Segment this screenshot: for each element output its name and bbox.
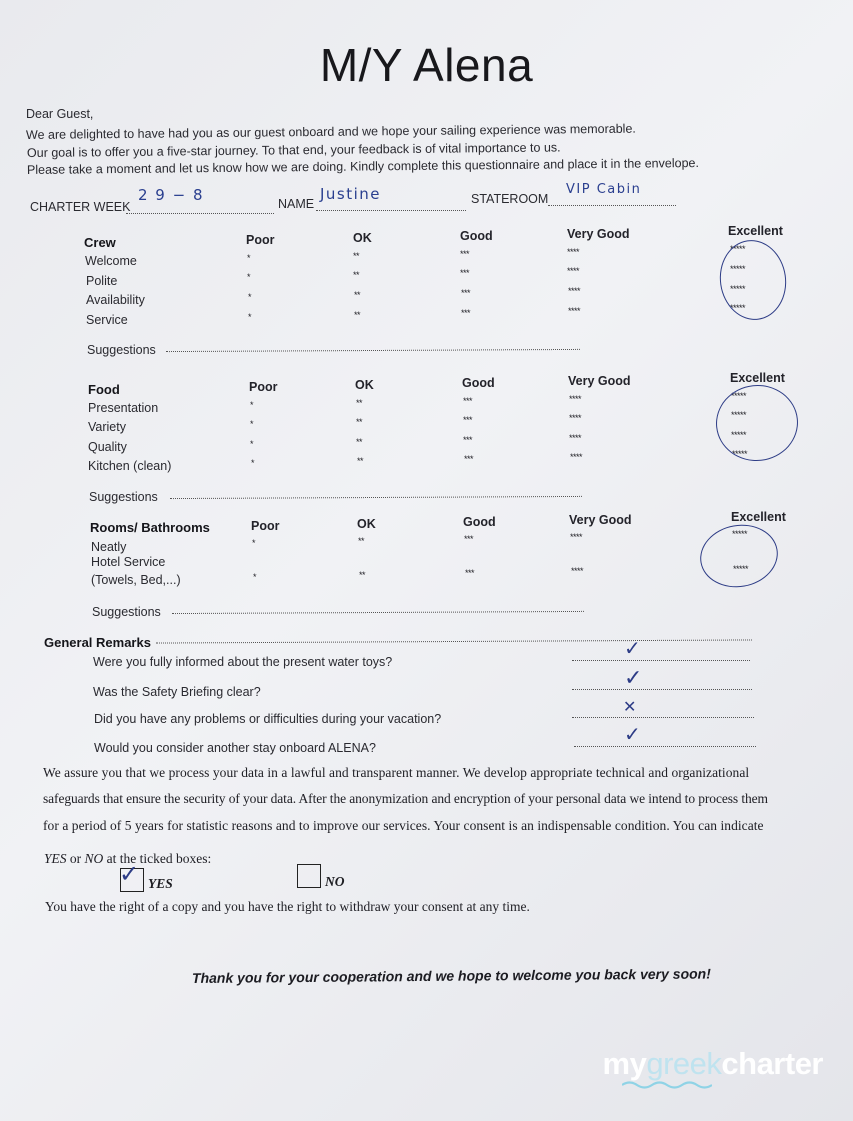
rating-excellent[interactable]: ***** [733,564,749,574]
charter-week-label: CHARTER WEEK [30,200,131,214]
selection-circle [715,236,791,324]
rating-good[interactable]: *** [460,268,470,278]
suggestions-field[interactable] [172,611,584,614]
no-checkbox[interactable] [297,864,321,888]
rating-poor[interactable]: * [248,292,252,302]
greeting: Dear Guest, [26,107,94,121]
rating-good[interactable]: *** [461,308,471,318]
rating-good[interactable]: *** [460,249,470,259]
legal-line-2: safeguards that ensure the security of your data. After the anonymization and encryption of your personal data we intend to process them [43,791,768,806]
legal-line-1: We assure you that we process your data in a lawful and transparent manner. We develop appropriate technical and organizational [43,765,750,780]
rating-ok[interactable]: ** [356,417,363,427]
section-title-crew: Crew [84,235,116,250]
section-title-rooms: Rooms/ Bathrooms [90,520,210,535]
name-label: NAME [278,197,315,211]
question-another-stay: Would you consider another stay onboard ALENA? [94,741,376,755]
item-service: Service [86,313,128,327]
intro-line-2: Our goal is to offer you a five-star journey. To that end, your feedback is of vital importance to us. [26,140,561,160]
col-ok: OK [357,517,376,531]
thank-you-text: Thank you for your cooperation and we hope to welcome you back very soon! [191,965,711,986]
item-presentation: Presentation [88,401,159,415]
item-welcome: Welcome [85,254,137,268]
ticked-boxes-text: at the ticked boxes: [103,851,212,866]
charter-week-value[interactable]: 2 9 − 8 [138,186,205,204]
rating-poor[interactable]: * [247,272,251,282]
rating-excellent[interactable]: ***** [731,430,747,440]
suggestions-label: Suggestions [89,490,158,504]
rating-good[interactable]: *** [463,415,473,425]
rating-very-good[interactable]: **** [570,452,583,462]
rating-very-good[interactable]: **** [568,306,581,316]
rating-poor[interactable]: * [253,572,257,582]
rating-poor[interactable]: * [252,538,256,548]
checkmark-icon: ✓ [624,636,641,660]
stateroom-label: STATEROOM [471,192,549,206]
cross-icon: ✕ [623,697,637,716]
rating-poor[interactable]: * [251,458,255,468]
rating-very-good[interactable]: **** [569,394,582,404]
col-poor: Poor [251,519,280,533]
answer-field[interactable] [572,717,754,718]
logo-part-greek: greek [646,1046,722,1081]
col-poor: Poor [249,380,278,394]
general-remarks-field[interactable] [156,639,752,643]
rating-poor[interactable]: * [250,419,254,429]
item-kitchen: Kitchen (clean) [88,459,172,473]
answer-field[interactable] [572,689,752,690]
no-italic: NO [84,851,104,866]
logo-wave-icon [622,1080,712,1090]
col-ok: OK [355,378,374,392]
rating-very-good[interactable]: **** [567,247,580,257]
suggestions-label: Suggestions [92,605,161,619]
stateroom-value[interactable]: VIP Cabin [566,182,642,197]
mygreekcharter-logo [603,1046,823,1082]
col-very-good: Very Good [569,513,632,527]
col-ok: OK [353,231,372,245]
rating-ok[interactable]: ** [359,570,366,580]
rating-ok[interactable]: ** [356,437,363,447]
question-safety-briefing: Was the Safety Briefing clear? [93,685,261,699]
rating-poor[interactable]: * [250,439,254,449]
yes-italic: YES [44,851,67,866]
item-neatly: Neatly [91,540,127,554]
rating-good[interactable]: *** [461,288,471,298]
col-excellent: Excellent [731,510,786,524]
col-good: Good [462,376,495,390]
answer-field[interactable] [572,660,750,661]
question-water-toys: Were you fully informed about the present water toys? [93,655,393,669]
logo-part-charter: charter [721,1046,823,1081]
rating-ok[interactable]: ** [358,536,365,546]
section-title-food: Food [88,382,120,397]
rating-very-good[interactable]: **** [570,532,583,542]
suggestions-label: Suggestions [87,343,156,357]
item-polite: Polite [86,274,118,288]
suggestions-field[interactable] [166,349,580,352]
rating-very-good[interactable]: **** [571,566,584,576]
rating-poor[interactable]: * [250,400,254,410]
rating-excellent[interactable]: ***** [730,264,746,274]
general-remarks-title: General Remarks [44,635,151,650]
checkmark-icon: ✓ [119,860,140,888]
rating-good[interactable]: *** [464,454,474,464]
item-variety: Variety [88,420,126,434]
intro-line-1: We are delighted to have had you as our guest onboard and we hope your sailing experience was memorable. [25,121,636,142]
document-title: M/Y Alena [319,39,534,91]
rating-excellent[interactable]: ***** [730,303,746,313]
col-very-good: Very Good [567,227,630,241]
col-very-good: Very Good [568,374,631,388]
rating-excellent[interactable]: ***** [730,284,746,294]
checkmark-icon: ✓ [624,666,643,691]
intro-line-3: Please take a moment and let us know how we are doing. Kindly complete this questionnaire and place it in the envelope. [26,155,699,177]
rating-very-good[interactable]: **** [568,286,581,296]
rating-good[interactable]: *** [463,435,473,445]
rating-excellent[interactable]: ***** [731,410,747,420]
rating-excellent[interactable]: ***** [732,449,748,459]
rating-poor[interactable]: * [247,253,251,263]
rights-text: You have the right of a copy and you have the right to withdraw your consent at any time. [45,899,530,914]
rating-ok[interactable]: ** [356,398,363,408]
legal-line-3: for a period of 5 years for statistic reasons and to improve our services. Your consent is an indispensable condition. You can indicate [43,818,764,833]
suggestions-field[interactable] [170,496,582,499]
selection-circle [695,519,783,594]
col-excellent: Excellent [728,224,783,238]
selection-circle [712,381,801,465]
or-word: or [66,851,85,866]
rating-good[interactable]: *** [465,568,475,578]
rating-very-good[interactable]: **** [569,433,582,443]
rating-excellent[interactable]: ***** [730,244,746,254]
rating-very-good[interactable]: **** [569,413,582,423]
rating-excellent[interactable]: ***** [732,529,748,539]
logo-part-my: my [602,1046,647,1081]
col-good: Good [460,229,493,243]
rating-good[interactable]: *** [464,534,474,544]
yes-label: YES [148,876,173,891]
checkmark-icon: ✓ [624,722,641,746]
question-problems: Did you have any problems or difficulties during your vacation? [94,712,442,726]
col-good: Good [463,515,496,529]
rating-poor[interactable]: * [248,312,252,322]
name-value[interactable]: Justine [320,185,382,203]
rating-ok[interactable]: ** [353,251,360,261]
no-label: NO [325,874,345,889]
item-hotel-service: Hotel Service [91,555,166,569]
rating-excellent[interactable]: ***** [731,391,747,401]
col-excellent: Excellent [730,371,785,385]
item-towels-bed: (Towels, Bed,...) [91,573,181,587]
rating-ok[interactable]: ** [354,290,361,300]
rating-good[interactable]: *** [463,396,473,406]
rating-ok[interactable]: ** [354,310,361,320]
answer-field[interactable] [574,746,756,747]
rating-very-good[interactable]: **** [567,266,580,276]
item-quality: Quality [88,440,127,454]
col-poor: Poor [246,233,275,247]
rating-ok[interactable]: ** [353,270,360,280]
item-availability: Availability [86,293,145,307]
rating-ok[interactable]: ** [357,456,364,466]
